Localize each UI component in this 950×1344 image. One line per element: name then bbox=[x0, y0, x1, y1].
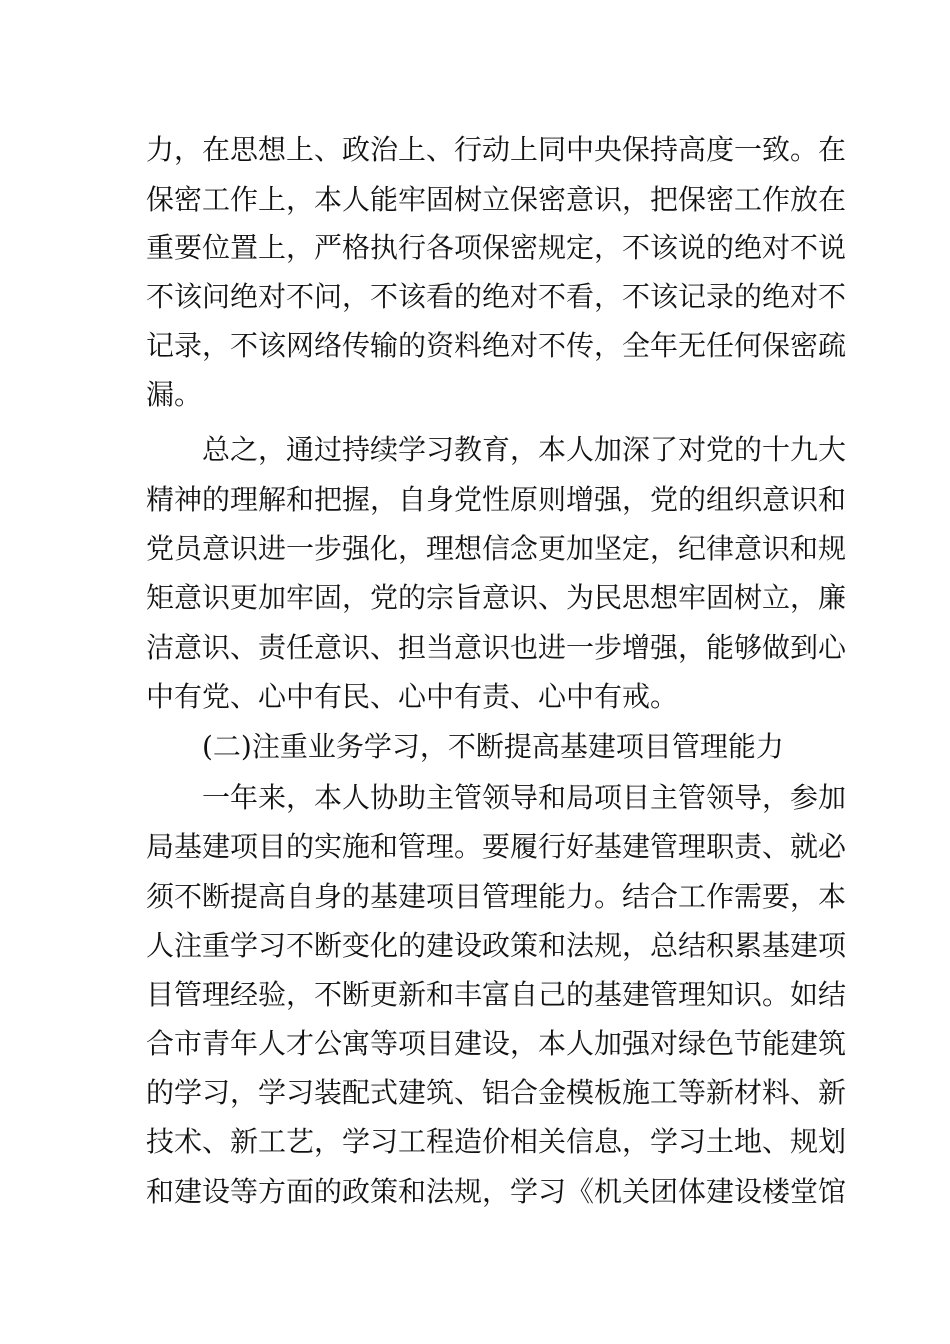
text-line-22: 和建设等方面的政策和法规，学习《机关团体建设楼堂馆 bbox=[146, 1175, 847, 1208]
text-line-15: 局基建项目的实施和管理。要履行好基建管理职责、就必 bbox=[146, 830, 847, 863]
text-line-17: 人注重学习不断变化的建设政策和法规，总结积累基建项 bbox=[146, 929, 847, 962]
text-line-10: 矩意识更加牢固，党的宗旨意识、为民思想牢固树立，廉 bbox=[146, 581, 847, 614]
text-line-18: 目管理经验，不断更新和丰富自己的基建管理知识。如结 bbox=[146, 978, 847, 1011]
text-line-5: 记录，不该网络传输的资料绝对不传，全年无任何保密疏 bbox=[146, 329, 847, 362]
text-line-19: 合市青年人才公寓等项目建设，本人加强对绿色节能建筑 bbox=[146, 1027, 847, 1060]
text-line-2: 保密工作上，本人能牢固树立保密意识，把保密工作放在 bbox=[146, 183, 847, 216]
paragraph-start-line-2: 一年来，本人协助主管领导和局项目主管领导，参加 bbox=[202, 781, 847, 814]
text-line-4: 不该问绝对不问，不该看的绝对不看，不该记录的绝对不 bbox=[146, 280, 847, 313]
text-line-3: 重要位置上，严格执行各项保密规定，不该说的绝对不说 bbox=[146, 231, 847, 264]
text-line-11: 洁意识、责任意识、担当意识也进一步增强，能够做到心 bbox=[146, 631, 847, 664]
text-line-20: 的学习，学习装配式建筑、铝合金模板施工等新材料、新 bbox=[146, 1076, 847, 1109]
text-line-6: 漏。 bbox=[146, 378, 203, 411]
text-line-9: 党员意识进一步强化，理想信念更加坚定，纪律意识和规 bbox=[146, 532, 847, 565]
text-line-12: 中有党、心中有民、心中有责、心中有戒。 bbox=[146, 680, 679, 713]
text-line-8: 精神的理解和把握，自身党性原则增强，党的组织意识和 bbox=[146, 483, 847, 516]
text-line-1: 力，在思想上、政治上、行动上同中央保持高度一致。在 bbox=[146, 133, 847, 166]
section-heading: (二)注重业务学习，不断提高基建项目管理能力 bbox=[202, 730, 784, 763]
paragraph-start-line: 总之，通过持续学习教育，本人加深了对党的十九大 bbox=[202, 433, 847, 466]
text-line-16: 须不断提高自身的基建项目管理能力。结合工作需要，本 bbox=[146, 880, 847, 913]
text-line-21: 技术、新工艺，学习工程造价相关信息，学习土地、规划 bbox=[146, 1125, 847, 1158]
